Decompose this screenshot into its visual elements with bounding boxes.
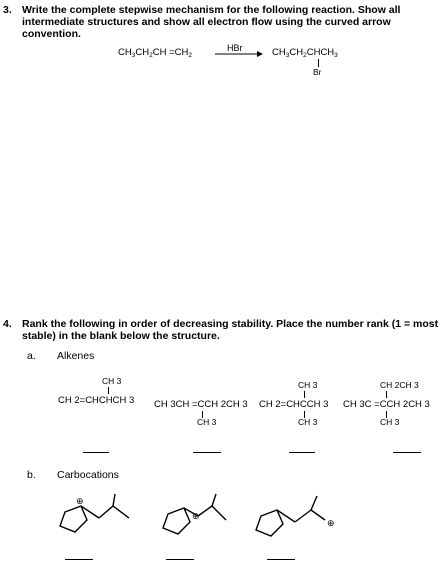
alkene3-bond-top bbox=[304, 391, 305, 398]
alkene3-formula: CH 2=CHCCH 3 bbox=[259, 399, 329, 410]
carbocation3-charge: ⊕ bbox=[327, 518, 335, 528]
part-a-label: a. bbox=[27, 350, 36, 362]
q3-number: 3. bbox=[3, 4, 12, 16]
alkene3-blank[interactable] bbox=[289, 452, 315, 453]
reactant-formula: $CH_3CH_2CH =CH_2$ bbox=[118, 47, 192, 59]
q4-text-line2: stable) in the blank below the structure. bbox=[22, 330, 220, 342]
alkene2-formula: CH 3CH =CCH 2CH 3 bbox=[154, 399, 248, 410]
reagent-label: HBr bbox=[227, 43, 243, 53]
alkene4-bond-top bbox=[386, 391, 387, 398]
product-substituent: Br bbox=[313, 67, 322, 77]
carbocation2-structure bbox=[160, 494, 240, 544]
alkene2-blank[interactable] bbox=[193, 452, 221, 453]
product-formula: $CH_3CH_2CHCH_3$ bbox=[272, 47, 338, 59]
alkene1-top: CH 3 bbox=[102, 376, 122, 386]
product-bond bbox=[318, 59, 319, 67]
q3-text-line3: convention. bbox=[22, 28, 81, 40]
carbocation1-charge: ⊕ bbox=[76, 496, 84, 506]
alkene2-bottom: CH 3 bbox=[197, 417, 217, 427]
carbocation2-charge: ⊕ bbox=[192, 511, 200, 521]
alkene4-bottom: CH 3 bbox=[380, 417, 400, 427]
alkene4-formula: CH 3C =CCH 2CH 3 bbox=[343, 399, 430, 410]
carbocation1-structure bbox=[55, 494, 135, 544]
alkene4-top: CH 2CH 3 bbox=[380, 380, 419, 390]
alkene3-top: CH 3 bbox=[298, 380, 318, 390]
q4-number: 4. bbox=[3, 318, 12, 330]
alkene1-bond bbox=[108, 387, 109, 394]
q4-text-line1: Rank the following in order of decreasing stability. Place the number rank (1 = most bbox=[22, 318, 439, 330]
part-a-title: Alkenes bbox=[57, 350, 95, 362]
alkene1-formula: CH 2=CHCHCH 3 bbox=[58, 395, 135, 406]
carbocation2-blank[interactable] bbox=[166, 559, 194, 560]
reaction-arrow bbox=[215, 50, 263, 58]
alkene3-bottom: CH 3 bbox=[298, 417, 318, 427]
q3-text-line2: intermediate structures and show all electron flow using the curved arrow bbox=[22, 16, 391, 28]
part-b-title: Carbocations bbox=[57, 469, 119, 481]
carbocation1-blank[interactable] bbox=[65, 559, 93, 560]
alkene4-blank[interactable] bbox=[393, 452, 421, 453]
carbocation3-blank[interactable] bbox=[267, 559, 295, 560]
alkene1-blank[interactable] bbox=[83, 452, 109, 453]
q3-text-line1: Write the complete stepwise mechanism for the following reaction. Show all bbox=[22, 4, 401, 16]
part-b-label: b. bbox=[27, 469, 36, 481]
